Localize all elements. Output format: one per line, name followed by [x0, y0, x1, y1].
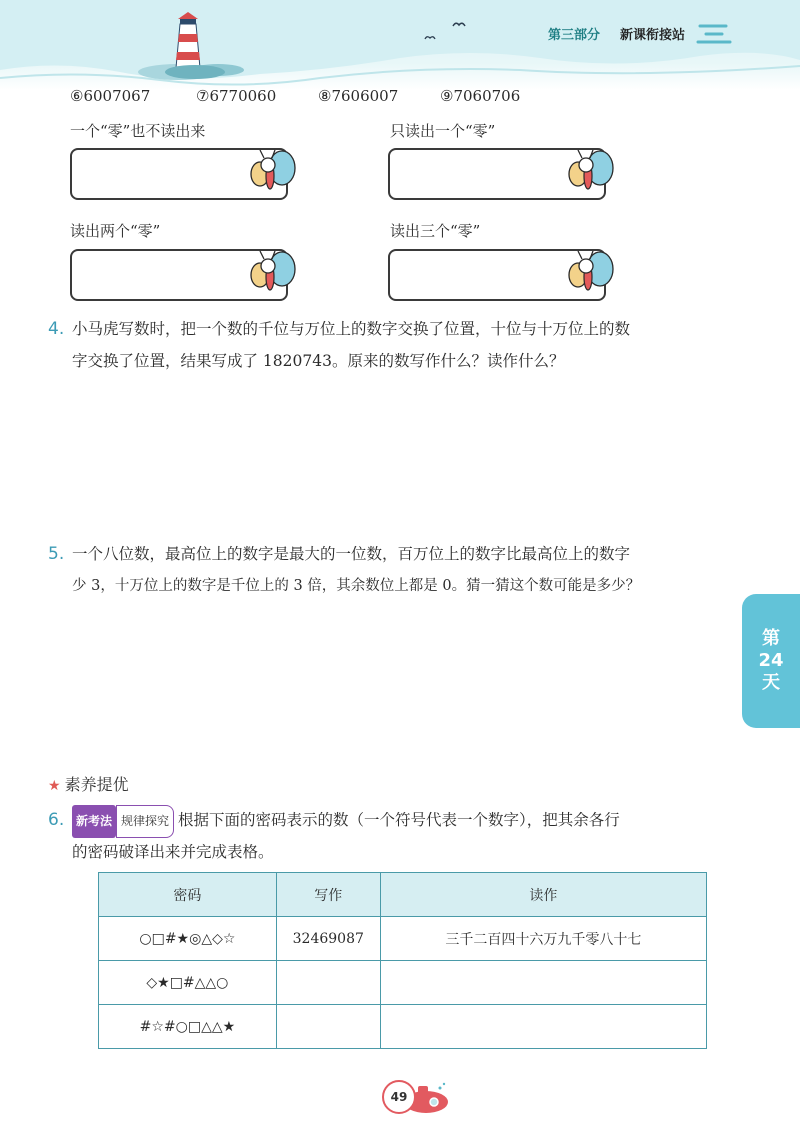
read-cell[interactable]	[380, 961, 706, 1005]
read-cell[interactable]	[380, 1005, 706, 1049]
written-cell[interactable]	[276, 961, 380, 1005]
question-6-line2: 的密码破译出来并完成表格。	[72, 843, 274, 861]
table-header-read: 读作	[380, 873, 706, 917]
question-6-line1	[72, 805, 620, 838]
code-cell: ○□#★◎△◇☆	[99, 917, 277, 961]
pattern-exploration-tag: 规律探究	[116, 805, 174, 838]
number-item: ⑨7060706	[440, 87, 521, 105]
new-method-tag: 新考法	[72, 805, 116, 838]
question-4-number: 4.	[48, 319, 65, 339]
section-heading	[48, 772, 129, 795]
header-mark-icon	[696, 20, 732, 46]
page-number-area	[374, 1074, 454, 1122]
code-cell: ◇★□#△△○	[99, 961, 277, 1005]
header-section-label: 第三部分	[548, 28, 601, 43]
bird-icon	[452, 20, 466, 30]
page-number: 49	[382, 1080, 416, 1114]
table-row	[99, 1005, 707, 1049]
category-label-three-zero: 读出三个“零”	[390, 222, 481, 240]
question-6-text: 根据下面的密码表示的数（一个符号代表一个数字），把其余各行	[178, 811, 620, 829]
question-5-line1: 一个八位数，最高位上的数字是最大的一位数，百万位上的数字比最高位上的数字	[72, 545, 631, 563]
table-header-written: 写作	[276, 873, 380, 917]
code-cell: #☆#○□△△★	[99, 1005, 277, 1049]
question-5-number: 5.	[48, 544, 65, 564]
question-4-line1: 小马虎写数时，把一个数的千位与万位上的数字交换了位置，十位与十万位上的数	[72, 320, 631, 338]
butterfly-icon	[564, 247, 616, 301]
table-header-code: 密码	[99, 873, 277, 917]
butterfly-icon	[564, 146, 616, 200]
question-5-line2: 少 3，十万位上的数字是千位上的 3 倍，其余数位上都是 0。猜一猜这个数可能是多少？	[72, 578, 641, 594]
side-tab-day-number: 24	[758, 650, 784, 671]
category-label-two-zero: 读出两个“零”	[70, 222, 161, 240]
question-6-number: 6.	[48, 810, 65, 830]
read-cell: 三千二百四十六万九千零八十七	[380, 917, 706, 961]
butterfly-icon	[246, 146, 298, 200]
question-4-line2: 字交换了位置，结果写成了 1820743。原来的数写作什么？读作什么？	[72, 352, 565, 370]
side-tab-line: 天	[762, 672, 780, 693]
number-item: ⑧7606007	[318, 87, 399, 105]
category-label-one-zero: 只读出一个“零”	[390, 122, 496, 140]
side-tab-line: 第	[762, 628, 780, 649]
section-heading-text: 素养提优	[64, 775, 129, 794]
code-table	[98, 872, 707, 1049]
lighthouse-illustration	[150, 10, 240, 82]
bird-icon	[424, 34, 436, 42]
butterfly-icon	[246, 247, 298, 301]
table-row	[99, 917, 707, 961]
header-wave-decoration	[0, 0, 800, 95]
written-cell[interactable]	[276, 1005, 380, 1049]
table-row	[99, 961, 707, 1005]
written-cell: 32469087	[276, 917, 380, 961]
category-label-no-zero: 一个“零”也不读出来	[70, 122, 206, 140]
day-side-tab	[742, 594, 800, 728]
header-title: 新课衔接站	[620, 28, 686, 43]
number-item: ⑥6007067	[70, 87, 151, 105]
table-header-row	[99, 873, 707, 917]
number-item: ⑦6770060	[196, 87, 277, 105]
star-icon: ★	[48, 778, 61, 794]
